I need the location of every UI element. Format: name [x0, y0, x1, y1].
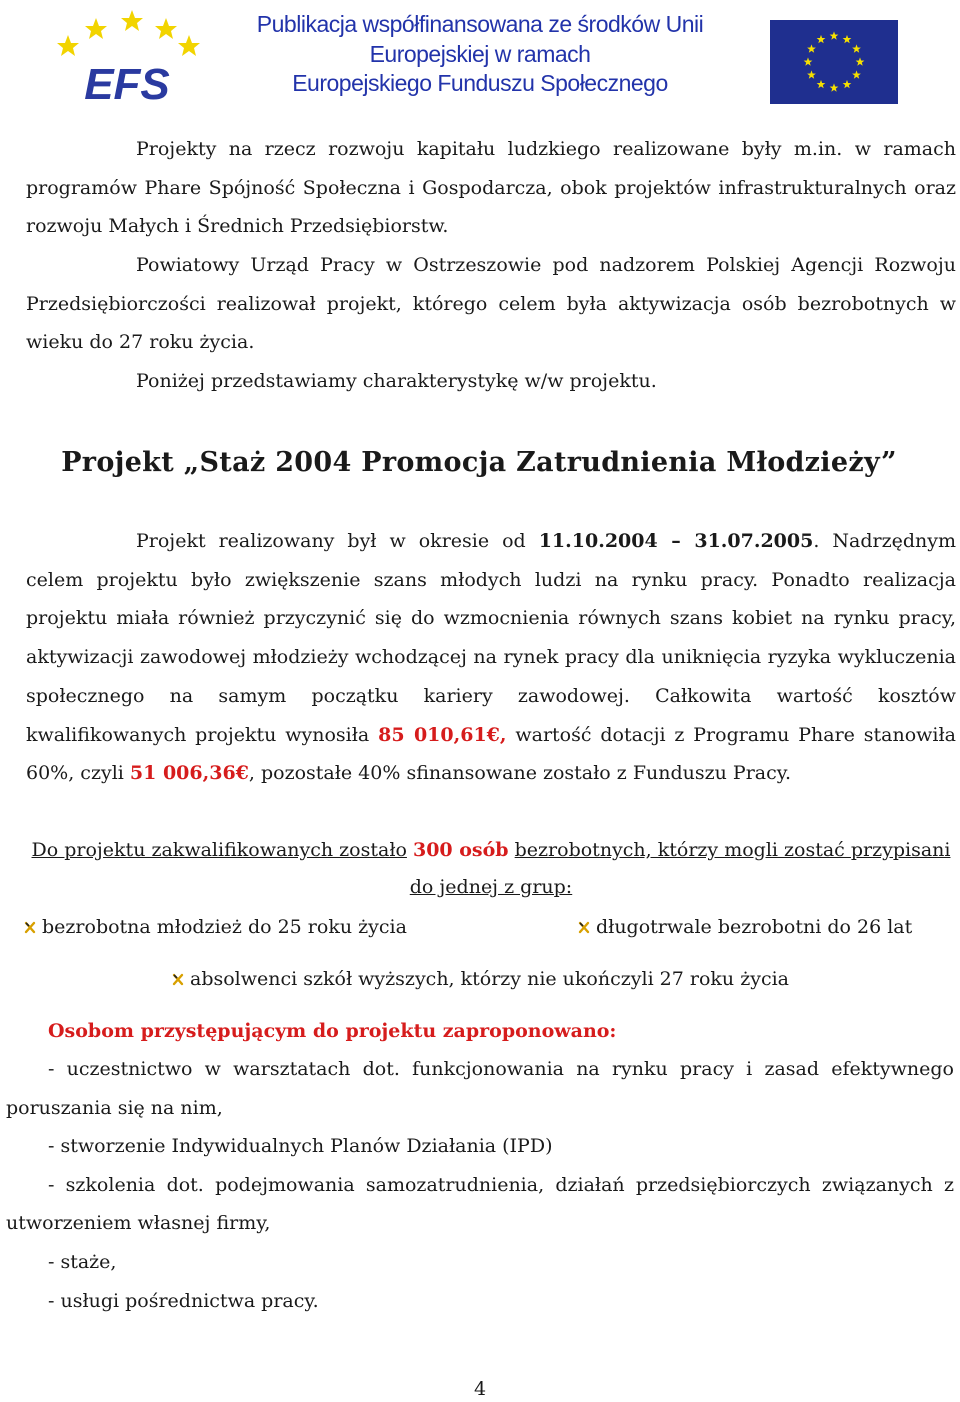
offers-list	[6, 1050, 954, 1320]
publication-line-1: Publikacja współfinansowana ze środków Unii	[256, 11, 704, 37]
project-dates: 11.10.2004 – 31.07.2005	[538, 530, 814, 552]
group-item	[578, 912, 912, 942]
intro-paragraph-2: Powiatowy Urząd Pracy w Ostrzeszowie pod nadzorem Polskiej Agencji Rozwoju Przedsiębiorczości realizował projekt, którego celem była aktywizacja osób bezrobotnych w wieku do 27 roku życia.	[26, 254, 956, 354]
efs-logo	[52, 4, 202, 104]
offer-item: - uczestnictwo w warsztatach dot. funkcjonowania na rynku pracy i zasad efektywnego poruszania się na nim,	[6, 1058, 954, 1119]
description-part-c: wartość dotacji z Programu Phare stanowiła 60%, czyli	[26, 723, 956, 785]
bullet-cross-icon	[578, 920, 590, 934]
intro-paragraph-3: Poniżej przedstawiamy charakterystykę w/w projektu.	[136, 370, 657, 392]
publication-line-2: Europejskiej w ramach	[369, 40, 591, 67]
description-part-b: . Nadrzędnym celem projektu było zwiększenie szans młodych ludzi na rynku pracy. Ponadto realizacja projektu miała również przyczynić się do wzmocnienia równych szans kobiet na rynku pracy, aktywizacji zawodowej młodzieży wchodzącej na rynek pracy dla uniknięcia ryzyka wykluczenia społecznego na samym początku kariery zawodowej. Całkowita wartość kosztów kwalifikowanych projektu wynosiła	[26, 530, 956, 746]
publication-line-3: Europejskiego Funduszu Społecznego	[292, 70, 668, 96]
offer-item: - szkolenia dot. podejmowania samozatrudnienia, działań przedsiębiorczych związanych z utworzeniem własnej firmy,	[6, 1173, 954, 1235]
total-cost-value: 85 010,61€,	[378, 723, 507, 746]
group-label: bezrobotna młodzież do 25 roku życia	[42, 916, 407, 938]
bullet-cross-icon	[172, 972, 184, 986]
description-part-d: , pozostałe 40% sfinansowane zostało z Funduszu Pracy.	[248, 762, 792, 785]
efs-logo-text: EFS	[84, 60, 170, 104]
grant-value: 51 006,36€	[129, 762, 249, 785]
eu-flag-icon	[770, 20, 898, 104]
group-label: długotrwale bezrobotni do 26 lat	[596, 916, 913, 938]
qualified-text-after: bezrobotnych, którzy mogli zostać przypisani do jednej z grup:	[409, 839, 951, 898]
offer-item: - staże,	[48, 1250, 117, 1273]
bullet-cross-icon	[24, 920, 36, 934]
group-item	[172, 964, 789, 994]
project-description	[26, 522, 956, 793]
qualified-participants	[26, 832, 956, 906]
group-item	[24, 912, 407, 942]
description-part-a: Projekt realizowany był w okresie od	[136, 530, 539, 552]
offer-item: - usługi pośrednictwa pracy.	[48, 1289, 319, 1312]
publication-note	[230, 10, 730, 99]
page-header	[0, 0, 960, 110]
participant-count: 300 osób	[412, 839, 509, 861]
offers-heading: Osobom przystępującym do projektu zaproponowano:	[48, 1020, 617, 1042]
page-number: 4	[473, 1378, 487, 1400]
group-label: absolwenci szkół wyższych, którzy nie ukończyli 27 roku życia	[190, 968, 790, 990]
project-title: Projekt „Staż 2004 Promocja Zatrudnienia Młodzieży”	[61, 447, 897, 478]
intro-paragraph-1: Projekty na rzecz rozwoju kapitału ludzkiego realizowane były m.in. w ramach programów Phare Spójność Społeczna i Gospodarcza, obok projektów infrastrukturalnych oraz rozwoju Małych i Średnich Przedsiębiorstw.	[26, 138, 956, 238]
qualified-text-before: Do projektu zakwalifikowanych zostało	[31, 839, 407, 861]
offer-item: - stworzenie Indywidualnych Planów Działania (IPD)	[48, 1135, 553, 1158]
